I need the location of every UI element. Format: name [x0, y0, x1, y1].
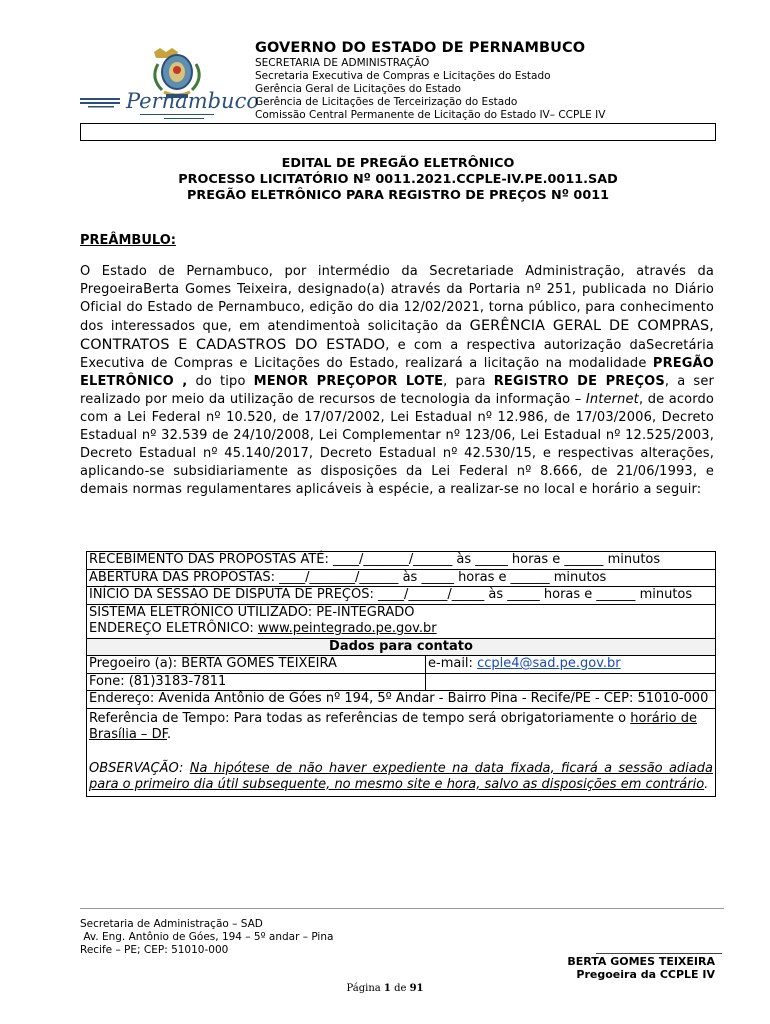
logo-brand-text: Pernambuco	[126, 89, 259, 113]
ref-obs-cell: Referência de Tempo: Para todas as referências de tempo será obrigatoriamente o horário de Brasília – DF. OBSERVAÇÃO: Na hipótese de não haver expediente na data fixada, ficará a sessão adiada para o primeiro dia útil subsequente, no mesmo site e hora, salvo as disposições em contrário.	[87, 708, 716, 796]
receb-cell: RECEBIMENTO DAS PROPOSTAS ATÉ: ____/_______/______ às _____ horas e ______ minutos	[87, 552, 716, 570]
empty-cell	[426, 673, 716, 691]
table-row	[87, 673, 716, 691]
doc-title-3: PREGÃO ELETRÔNICO PARA REGISTRO DE PREÇOS Nº 0011	[186, 188, 610, 203]
table-row	[87, 552, 716, 570]
preamble-heading: PREÂMBULO:	[80, 233, 176, 248]
portal-link[interactable]: www.peintegrado.pe.gov.br	[257, 621, 437, 636]
endereco-cell: Endereço: Avenida Antônio de Góes nº 194, 5º Andar - Bairro Pina - Recife/PE - CEP: 51010-000	[87, 691, 716, 709]
signature-role: Pregoeira da CCPLE IV	[576, 968, 715, 981]
pernambuco-logo	[78, 42, 259, 124]
header-line-1: SECRETARIA DE ADMINISTRAÇÃO	[255, 57, 430, 69]
table-row	[87, 656, 716, 674]
header-box	[80, 123, 716, 141]
table-row	[87, 638, 716, 656]
info-table	[86, 551, 716, 797]
fone-cell: Fone: (81)3183-7811	[87, 673, 426, 691]
doc-title-1: EDITAL DE PREGÃO ELETRÔNICO	[281, 156, 515, 171]
header-line-5: Comissão Central Permanente de Licitação do Estado IV– CCPLE IV	[255, 109, 606, 121]
inicio-cell: INÍCIO DA SESSÃO DE DISPUTA DE PREÇOS: ____/______/_____ às _____ horas e ______ minutos	[87, 587, 716, 605]
table-row	[87, 691, 716, 709]
email-link[interactable]: ccple4@sad.pe.gov.br	[477, 656, 621, 671]
signature-name: BERTA GOMES TEIXEIRA	[567, 955, 715, 968]
preamble-paragraph: O Estado de Pernambuco, por intermédio da Secretariade Administração, através da PregoeiraBerta Gomes Teixeira, designado(a) através da Portaria nº 251, publicada no Diário Oficial do Estado de Pernambuco, edição do dia 12/02/2021, torna público, para conhecimento dos interessados que, em atendimentoà solicitação da GERÊNCIA GERAL DE COMPRAS, CONTRATOS E CADASTROS DO ESTADO, e com a respectiva autorização daSecretária Executiva de Compras e Licitações do Estado, realizará a licitação na modalidade PREGÃO ELETRÔNICO , do tipo MENOR PREÇOPOR LOTE, para REGISTRO DE PREÇOS, a ser realizado por meio da utilização de recursos de tecnologia da informação – Internet, de acordo com a Lei Federal nº 10.520, de 17/07/2002, Lei Estadual nº 12.986, de 17/03/2006, Decreto Estadual nº 32.539 de 24/10/2008, Lei Complementar nº 123/06, Lei Estadual nº 12.525/2003, Decreto Estadual nº 45.140/2017, Decreto Estadual nº 42.530/15, e respectivas alterações, aplicando-se subsidiariamente as disposições da Lei Federal nº 8.666, de 21/06/1993, e demais normas regulamentares aplicáveis à espécie, a realizar-se no local e horário a seguir:	[80, 264, 715, 497]
header-title: GOVERNO DO ESTADO DE PERNAMBUCO	[255, 40, 586, 56]
table-row	[87, 708, 716, 796]
coat-of-arms-icon	[78, 42, 259, 124]
table-row	[87, 587, 716, 605]
table-row	[87, 604, 716, 638]
pregoeiro-cell: Pregoeiro (a): BERTA GOMES TEIXEIRA	[87, 656, 426, 674]
sistema-cell: SISTEMA ELETRÔNICO UTILIZADO: PE-INTEGRADO ENDEREÇO ELETRÔNICO: www.peintegrado.pe.gov.br	[87, 604, 716, 638]
footer-line-2: Av. Eng. Antônio de Góes, 194 – 5º andar – Pina	[80, 931, 334, 943]
footer-line-1: Secretaria de Administração – SAD	[80, 918, 263, 930]
abertura-cell: ABERTURA DAS PROPOSTAS: ____/_______/______ às _____ horas e ______ minutos	[87, 569, 716, 587]
footer-line-3: Recife – PE; CEP: 51010-000	[80, 944, 229, 956]
header-line-4: Gerência de Licitações de Terceirização do Estado	[255, 96, 518, 108]
signature-line	[596, 953, 722, 954]
doc-title-2: PROCESSO LICITATÓRIO Nº 0011.2021.CCPLE-IV.PE.0011.SAD	[178, 172, 618, 187]
obs-label: OBSERVAÇÃO:	[89, 760, 184, 776]
page-number: Página 1 de 91	[346, 983, 424, 994]
email-cell: e-mail: ccple4@sad.pe.gov.br	[426, 656, 716, 674]
header-line-3: Gerência Geral de Licitações do Estado	[255, 83, 461, 95]
table-row	[87, 569, 716, 587]
header-line-2: Secretaria Executiva de Compras e Licitações do Estado	[255, 70, 551, 82]
footer-divider	[80, 908, 724, 909]
contato-header: Dados para contato	[87, 638, 716, 656]
